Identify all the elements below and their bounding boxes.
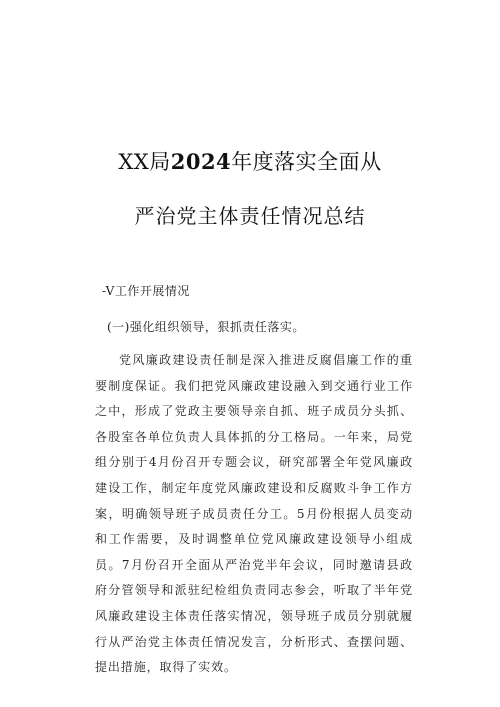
document-title-line-1 xyxy=(0,146,500,176)
body-paragraph: 党风廉政建设责任制是深入推进反腐倡廉工作的重要制度保证。我们把党风廉政建设融入到交通行业工作之中，形成了党政主要领导亲自抓、班子成员分头抓、各股室各单位负责人具体抓的分工格局。一年来，局党组分别于4月份召开专题会议，研究部署全年党风廉政建设工作，制定年度党风廉政建设和反腐败斗争工作方案，明确领导班子成员责任分工。5月份根据人员变动和工作需要，及时调整单位党风廉政建设领导小组成员。7月份召开全面从严治党半年会议，同时邀请县政府分管领导和派驻纪检组负责同志参会，听取了半年党风廉政建设主体责任落实情况，领导班子成员分别就履行从严治党主体责任情况发言，分析形式、查摆问题、提出措施，取得了实效。 xyxy=(95,353,413,675)
title-year: 2024 xyxy=(170,149,232,174)
title-suffix: 年度落实全面从 xyxy=(231,150,382,174)
document-title-line-2: 严治党主体责任情况总结 xyxy=(134,204,366,228)
subsection-heading: (一)强化组织领导，狠抓责任落实。 xyxy=(107,320,305,334)
section-heading: -V工作开展情况 xyxy=(102,284,190,298)
title-prefix: XX局 xyxy=(118,150,171,174)
